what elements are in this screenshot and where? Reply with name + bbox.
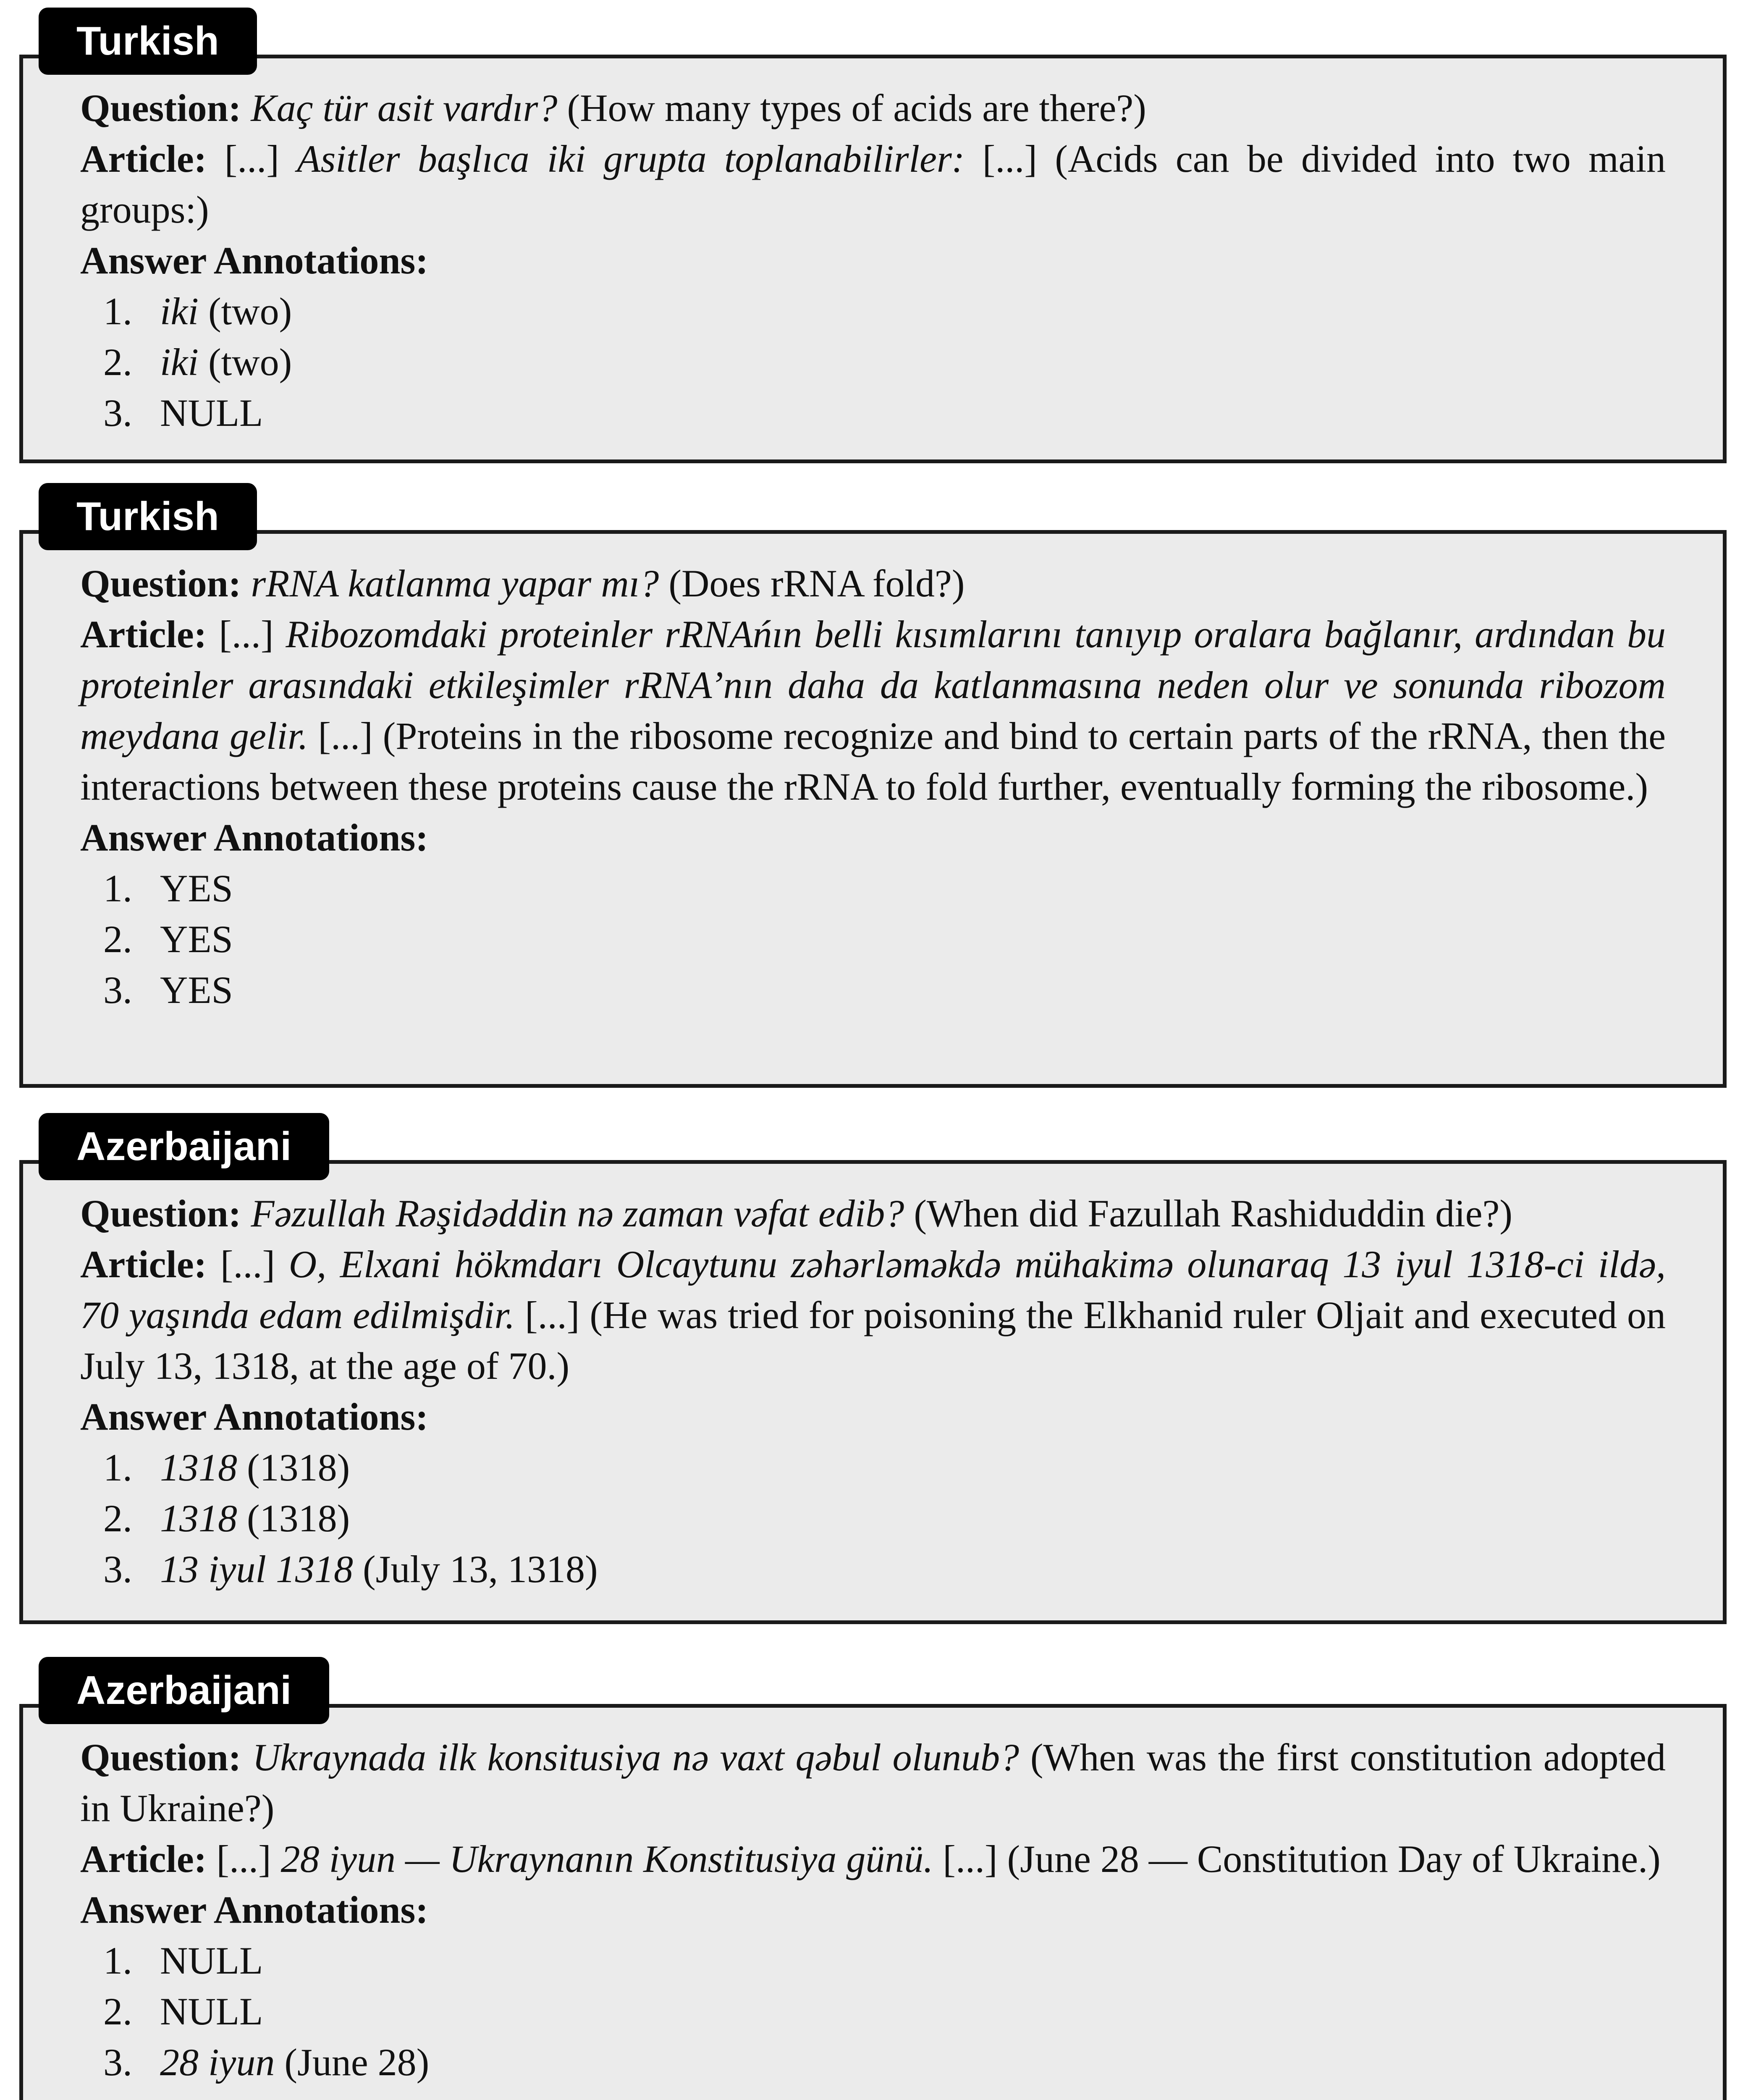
article-ellipsis-start: [...] <box>220 1243 275 1286</box>
question-label: Question: <box>80 87 241 129</box>
answer-item <box>80 286 1666 337</box>
question-line <box>80 1732 1666 1834</box>
article-line <box>80 1239 1666 1391</box>
article-native: Ribozomdaki proteinler rRNAńın belli kısımlarını tanıyıp oralara bağlanır, ardından bu proteinler arasındaki etkileşimler rRNA’nın daha da katlanmasına neden olur ve sonunda ribozom meydana gelir. <box>80 613 1666 757</box>
article-native: 28 iyun — Ukraynanın Konstitusiya günü. <box>280 1838 933 1880</box>
article-native: Asitler başlıca iki grupta toplanabilirler: <box>297 137 965 180</box>
answer-english: (June 28) <box>284 2041 430 2084</box>
answer-item <box>80 388 1666 438</box>
answer-annotations-label: Answer Annotations: <box>80 239 428 282</box>
answer-item <box>80 1935 1666 1986</box>
answer-list <box>80 1935 1666 2088</box>
answer-number: 1. <box>103 1446 132 1489</box>
article-line <box>80 134 1666 235</box>
answer-item <box>80 1442 1666 1493</box>
answer-native: 1318 <box>160 1497 237 1540</box>
article-line <box>80 1834 1666 1885</box>
question-english: (How many types of acids are there?) <box>567 87 1146 129</box>
answer-number: 1. <box>103 867 132 910</box>
answer-number: 3. <box>103 969 132 1011</box>
article-label: Article: <box>80 1243 207 1286</box>
answer-list <box>80 286 1666 438</box>
answer-english: (July 13, 1318) <box>362 1548 598 1591</box>
question-native: rRNA katlanma yapar mı? <box>251 562 659 605</box>
answer-item <box>80 863 1666 914</box>
question-label: Question: <box>80 562 241 605</box>
article-english: (Acids can be divided into two main groups:) <box>80 137 1666 231</box>
article-label: Article: <box>80 613 207 656</box>
example-box <box>19 1704 1727 2100</box>
article-native: O, Elxani hökmdarı Olcaytunu zəhərləməkdə mühakimə olunaraq 13 iyul 1318-ci ildə, 70 yaşında edam edilmişdir. <box>80 1243 1666 1336</box>
answer-annotations-label: Answer Annotations: <box>80 1395 428 1438</box>
example-box <box>19 530 1727 1088</box>
question-english: (Does rRNA fold?) <box>668 562 965 605</box>
question-line <box>80 1188 1666 1239</box>
answer-number: 2. <box>103 1990 132 2033</box>
answer-list <box>80 1442 1666 1595</box>
question-line <box>80 83 1666 134</box>
question-label: Question: <box>80 1192 241 1235</box>
article-english: (He was tried for poisoning the Elkhanid ruler Oljait and executed on July 13, 1318, at the age of 70.) <box>80 1294 1666 1387</box>
article-english: (June 28 — Constitution Day of Ukraine.) <box>1007 1838 1661 1880</box>
answer-item <box>80 1544 1666 1595</box>
answer-number: 3. <box>103 2041 132 2084</box>
article-ellipsis-end: [...] <box>982 137 1037 180</box>
answer-native: 1318 <box>160 1446 237 1489</box>
answer-item <box>80 1493 1666 1544</box>
answer-native: 13 iyul 1318 <box>160 1548 353 1591</box>
answer-number: 2. <box>103 341 132 383</box>
article-label: Article: <box>80 137 207 180</box>
answer-native: iki <box>160 290 199 333</box>
language-tag: Turkish <box>39 483 257 550</box>
answer-english: (two) <box>208 341 292 383</box>
question-native: Ukraynada ilk konsitusiya nə vaxt qəbul olunub? <box>252 1736 1019 1779</box>
language-tag: Turkish <box>39 8 257 75</box>
question-english: (When did Fazullah Rashiduddin die?) <box>914 1192 1513 1235</box>
question-native: Fəzullah Rəşidəddin nə zaman vəfat edib? <box>251 1192 904 1235</box>
article-ellipsis-start: [...] <box>216 1838 271 1880</box>
article-ellipsis-start: [...] <box>219 613 274 656</box>
question-english: (When was the first constitution adopted in Ukraine?) <box>80 1736 1666 1830</box>
answer-english: NULL <box>160 1990 263 2033</box>
answer-number: 3. <box>103 1548 132 1591</box>
article-english: (Proteins in the ribosome recognize and bind to certain parts of the rRNA, then the interactions between these proteins cause the rRNA to fold further, eventually forming the ribosome.) <box>80 714 1666 808</box>
question-line <box>80 558 1666 609</box>
answer-item <box>80 965 1666 1016</box>
answer-english: YES <box>160 969 233 1011</box>
language-tag: Azerbaijani <box>39 1113 329 1180</box>
answer-english: YES <box>160 867 233 910</box>
example-box <box>19 55 1727 463</box>
answer-number: 1. <box>103 1939 132 1982</box>
answer-item <box>80 2037 1666 2088</box>
answer-item <box>80 337 1666 388</box>
answer-native: iki <box>160 341 199 383</box>
answer-english: (1318) <box>247 1446 350 1489</box>
answer-list <box>80 863 1666 1016</box>
answer-english: (two) <box>208 290 292 333</box>
answer-item <box>80 1986 1666 2037</box>
answer-number: 2. <box>103 1497 132 1540</box>
example-box <box>19 1160 1727 1624</box>
article-ellipsis-start: [...] <box>224 137 279 180</box>
answer-annotations-label: Answer Annotations: <box>80 816 428 859</box>
article-ellipsis-end: [...] <box>318 714 373 757</box>
answer-english: NULL <box>160 391 263 434</box>
answer-number: 1. <box>103 290 132 333</box>
answer-number: 2. <box>103 918 132 961</box>
question-label: Question: <box>80 1736 241 1779</box>
answer-english: NULL <box>160 1939 263 1982</box>
article-ellipsis-end: [...] <box>525 1294 580 1336</box>
answer-native: 28 iyun <box>160 2041 275 2084</box>
question-native: Kaç tür asit vardır? <box>251 87 558 129</box>
answer-annotations-label: Answer Annotations: <box>80 1888 428 1931</box>
answer-number: 3. <box>103 391 132 434</box>
answer-item <box>80 914 1666 965</box>
article-ellipsis-end: [...] <box>943 1838 998 1880</box>
article-line <box>80 609 1666 812</box>
article-label: Article: <box>80 1838 207 1880</box>
answer-english: YES <box>160 918 233 961</box>
answer-english: (1318) <box>247 1497 350 1540</box>
language-tag: Azerbaijani <box>39 1657 329 1724</box>
